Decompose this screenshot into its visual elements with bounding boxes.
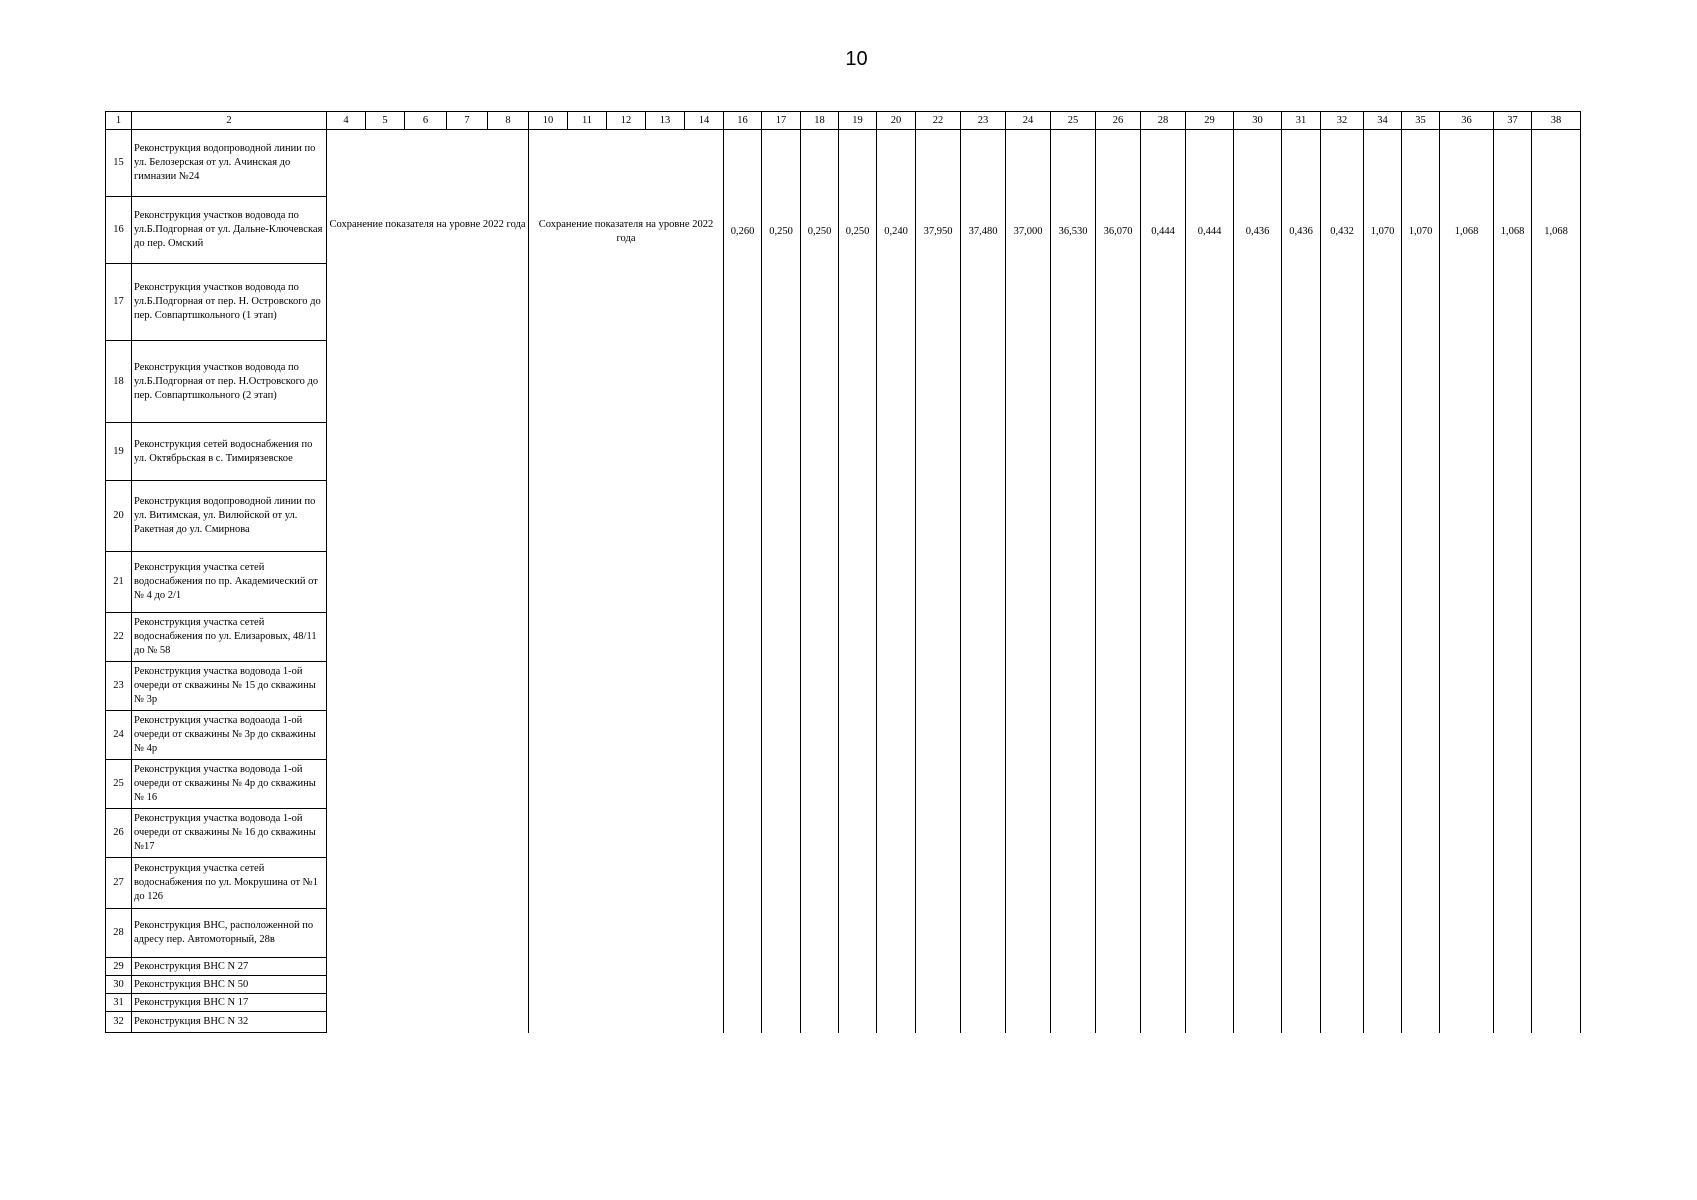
- header-cell: 20: [877, 112, 916, 130]
- header-cell: 16: [724, 112, 762, 130]
- header-cell: 19: [839, 112, 877, 130]
- row-number: 31: [106, 994, 132, 1012]
- row-name: Реконструкция участка водовода 1-ой очереди от скважины № 15 до скважины № 3р: [132, 662, 327, 711]
- row-name: Реконструкция участка сетей водоснабжения по пр. Академический от № 4 до 2/1: [132, 552, 327, 613]
- merged-note-cell-a: Сохранение показателя на уровне 2022 года: [327, 130, 529, 1033]
- row-number: 25: [106, 760, 132, 809]
- row-name: Реконструкция ВНС N 17: [132, 994, 327, 1012]
- row-number: 32: [106, 1012, 132, 1033]
- value-cell: 1,070: [1402, 130, 1440, 1033]
- header-cell: 10: [529, 112, 568, 130]
- page-number: 10: [845, 48, 868, 70]
- value-cell: 0,250: [762, 130, 801, 1033]
- header-cell: 31: [1282, 112, 1321, 130]
- header-cell: 28: [1141, 112, 1186, 130]
- header-cell: 13: [646, 112, 685, 130]
- value-cell: 0,240: [877, 130, 916, 1033]
- value-cell: 37,000: [1006, 130, 1051, 1033]
- header-cell: 11: [568, 112, 607, 130]
- header-cell: 29: [1186, 112, 1234, 130]
- data-table: [105, 111, 1581, 1033]
- value-cell: 1,068: [1532, 130, 1581, 1033]
- row-name: Реконструкция участка сетей водоснабжения по ул. Елизаровых, 48/11 до № 58: [132, 613, 327, 662]
- value-cell: 36,070: [1096, 130, 1141, 1033]
- row-number: 26: [106, 809, 132, 858]
- row-number: 15: [106, 130, 132, 197]
- header-cell: 35: [1402, 112, 1440, 130]
- row-number: 17: [106, 264, 132, 341]
- header-cell: 22: [916, 112, 961, 130]
- row-name: Реконструкция водопроводной линии по ул. Витимская, ул. Вилюйской от ул. Ракетная до ул. Смирнова: [132, 481, 327, 552]
- row-number: 23: [106, 662, 132, 711]
- value-cell: 0,250: [801, 130, 839, 1033]
- value-cell: 0,436: [1234, 130, 1282, 1033]
- row-name: Реконструкция водопроводной линии по ул. Белозерская от ул. Ачинская до гимназии №24: [132, 130, 327, 197]
- row-number: 19: [106, 423, 132, 481]
- header-cell: 32: [1321, 112, 1364, 130]
- row-number: 18: [106, 341, 132, 423]
- header-cell: 26: [1096, 112, 1141, 130]
- row-name: Реконструкция сетей водоснабжения по ул. Октябрьская в с. Тимирязевское: [132, 423, 327, 481]
- header-cell: 14: [685, 112, 724, 130]
- header-cell: 37: [1494, 112, 1532, 130]
- row-number: 20: [106, 481, 132, 552]
- header-row: [106, 112, 1581, 130]
- row-name: Реконструкция ВНС N 27: [132, 958, 327, 976]
- value-cell: 0,444: [1186, 130, 1234, 1033]
- header-cell: 6: [405, 112, 447, 130]
- table-row: [106, 130, 1581, 197]
- header-cell: 38: [1532, 112, 1581, 130]
- value-cell: 0,444: [1141, 130, 1186, 1033]
- merged-note-cell-b: Сохранение показателя на уровне 2022 года: [529, 130, 724, 1033]
- value-cell: 1,070: [1364, 130, 1402, 1033]
- row-name: Реконструкция ВНС N 32: [132, 1012, 327, 1033]
- header-cell: 2: [132, 112, 327, 130]
- row-name: Реконструкция ВНС, расположенной по адресу пер. Автомоторный, 28в: [132, 909, 327, 958]
- row-number: 28: [106, 909, 132, 958]
- row-name: Реконструкция участка водовода 1-ой очереди от скважины № 4р до скважины № 16: [132, 760, 327, 809]
- header-cell: 17: [762, 112, 801, 130]
- value-cell: 37,950: [916, 130, 961, 1033]
- row-name: Реконструкция ВНС N 50: [132, 976, 327, 994]
- row-name: Реконструкция участков водовода по ул.Б.Подгорная от пер. Н.Островского до пер. Совпартшкольного (2 этап): [132, 341, 327, 423]
- header-cell: 23: [961, 112, 1006, 130]
- row-number: 27: [106, 858, 132, 909]
- value-cell: 36,530: [1051, 130, 1096, 1033]
- row-name: Реконструкция участков водовода по ул.Б.Подгорная от ул. Дальне-Ключевская до пер. Омский: [132, 197, 327, 264]
- value-cell: 1,068: [1440, 130, 1494, 1033]
- row-number: 21: [106, 552, 132, 613]
- header-cell: 25: [1051, 112, 1096, 130]
- value-cell: 37,480: [961, 130, 1006, 1033]
- row-name: Реконструкция участка водовода 1-ой очереди от скважины № 16 до скважины №17: [132, 809, 327, 858]
- header-cell: 1: [106, 112, 132, 130]
- header-cell: 12: [607, 112, 646, 130]
- row-number: 29: [106, 958, 132, 976]
- header-cell: 4: [327, 112, 366, 130]
- value-cell: 1,068: [1494, 130, 1532, 1033]
- value-cell: 0,436: [1282, 130, 1321, 1033]
- header-cell: 5: [366, 112, 405, 130]
- header-cell: 24: [1006, 112, 1051, 130]
- header-cell: 36: [1440, 112, 1494, 130]
- value-cell: 0,432: [1321, 130, 1364, 1033]
- row-number: 16: [106, 197, 132, 264]
- header-cell: 8: [488, 112, 529, 130]
- value-cell: 0,260: [724, 130, 762, 1033]
- row-name: Реконструкция участка водоаода 1-ой очереди от скважины № 3р до скважины № 4р: [132, 711, 327, 760]
- row-number: 24: [106, 711, 132, 760]
- value-cell: 0,250: [839, 130, 877, 1033]
- header-cell: 34: [1364, 112, 1402, 130]
- row-name: Реконструкция участка сетей водоснабжения по ул. Мокрушина от №1 до 126: [132, 858, 327, 909]
- row-number: 22: [106, 613, 132, 662]
- row-name: Реконструкция участков водовода по ул.Б.Подгорная от пер. Н. Островского до пер. Совпартшкольного (1 этап): [132, 264, 327, 341]
- header-cell: 7: [447, 112, 488, 130]
- row-number: 30: [106, 976, 132, 994]
- header-cell: 30: [1234, 112, 1282, 130]
- header-cell: 18: [801, 112, 839, 130]
